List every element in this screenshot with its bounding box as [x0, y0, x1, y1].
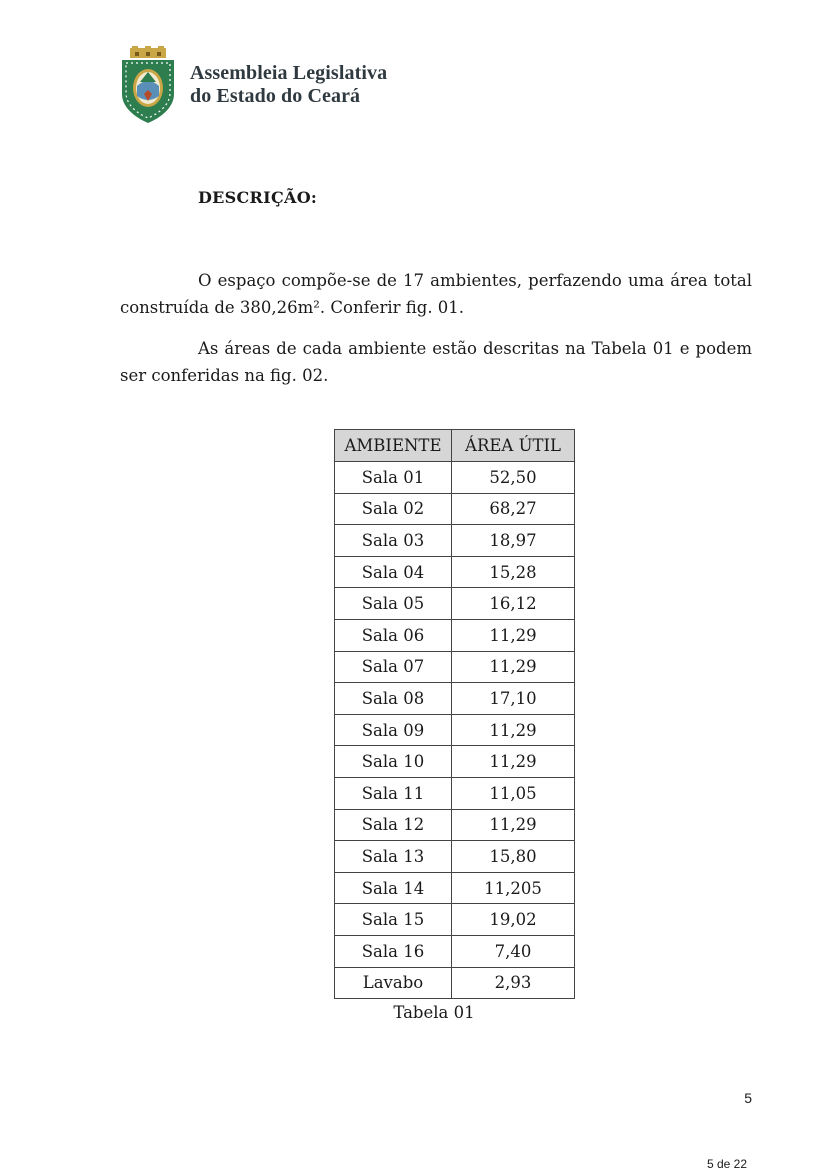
- column-header-area-util: ÁREA ÚTIL: [452, 430, 575, 462]
- cell-ambiente: Sala 10: [335, 746, 452, 778]
- cell-ambiente: Sala 06: [335, 619, 452, 651]
- table-row: [335, 556, 575, 588]
- table-row: [335, 619, 575, 651]
- cell-ambiente: Sala 07: [335, 651, 452, 683]
- table-row: [335, 588, 575, 620]
- table-row: [335, 777, 575, 809]
- cell-ambiente: Sala 13: [335, 841, 452, 873]
- cell-ambiente: Sala 11: [335, 777, 452, 809]
- cell-area: 15,80: [452, 841, 575, 873]
- cell-area: 11,29: [452, 619, 575, 651]
- cell-ambiente: Sala 01: [335, 462, 452, 494]
- cell-area: 15,28: [452, 556, 575, 588]
- table-row: [335, 651, 575, 683]
- cell-ambiente: Sala 16: [335, 935, 452, 967]
- cell-area: 18,97: [452, 525, 575, 557]
- cell-ambiente: Sala 08: [335, 683, 452, 715]
- table-row: [335, 872, 575, 904]
- cell-ambiente: Sala 12: [335, 809, 452, 841]
- cell-area: 17,10: [452, 683, 575, 715]
- column-header-ambiente: AMBIENTE: [335, 430, 452, 462]
- cell-ambiente: Sala 02: [335, 493, 452, 525]
- org-name: [190, 62, 387, 108]
- cell-ambiente: Sala 04: [335, 556, 452, 588]
- cell-area: 52,50: [452, 462, 575, 494]
- page-count: 5 de 22: [706, 1157, 747, 1171]
- page-number: 5: [744, 1090, 752, 1106]
- header-logo: [120, 46, 387, 124]
- cell-ambiente: Sala 14: [335, 872, 452, 904]
- cell-ambiente: Sala 15: [335, 904, 452, 936]
- paragraph-intro: O espaço compõe-se de 17 ambientes, perfazendo uma área total construída de 380,26m². Conferir fig. 01.: [120, 271, 752, 317]
- cell-area: 11,29: [452, 714, 575, 746]
- cell-ambiente: Sala 05: [335, 588, 452, 620]
- cell-area: 11,29: [452, 746, 575, 778]
- cell-area: 2,93: [452, 967, 575, 999]
- table-row: [335, 493, 575, 525]
- table-row: [335, 967, 575, 999]
- cell-area: 68,27: [452, 493, 575, 525]
- table-row: [335, 809, 575, 841]
- table-row: [335, 746, 575, 778]
- table-row: [335, 714, 575, 746]
- org-name-line1: Assembleia Legislativa: [190, 62, 388, 84]
- cell-area: 11,205: [452, 872, 575, 904]
- table-header-row: [335, 430, 575, 462]
- paragraph-table-ref: As áreas de cada ambiente estão descritas na Tabela 01 e podem ser conferidas na fig. 02.: [120, 339, 752, 385]
- cell-area: 11,29: [452, 651, 575, 683]
- cell-ambiente: Sala 09: [335, 714, 452, 746]
- table-row: [335, 525, 575, 557]
- cell-area: 11,29: [452, 809, 575, 841]
- cell-area: 16,12: [452, 588, 575, 620]
- table-row: [335, 841, 575, 873]
- table-caption: Tabela 01: [393, 1003, 475, 1022]
- table-row: [335, 683, 575, 715]
- state-crest-icon: [120, 46, 176, 124]
- table-row: [335, 935, 575, 967]
- org-name-line2: do Estado do Ceará: [190, 85, 361, 107]
- section-heading: DESCRIÇÃO:: [198, 188, 318, 207]
- table-row: [335, 904, 575, 936]
- cell-area: 7,40: [452, 935, 575, 967]
- table-row: [335, 462, 575, 494]
- cell-ambiente: Lavabo: [335, 967, 452, 999]
- cell-area: 11,05: [452, 777, 575, 809]
- areas-table: [334, 429, 575, 999]
- cell-ambiente: Sala 03: [335, 525, 452, 557]
- cell-area: 19,02: [452, 904, 575, 936]
